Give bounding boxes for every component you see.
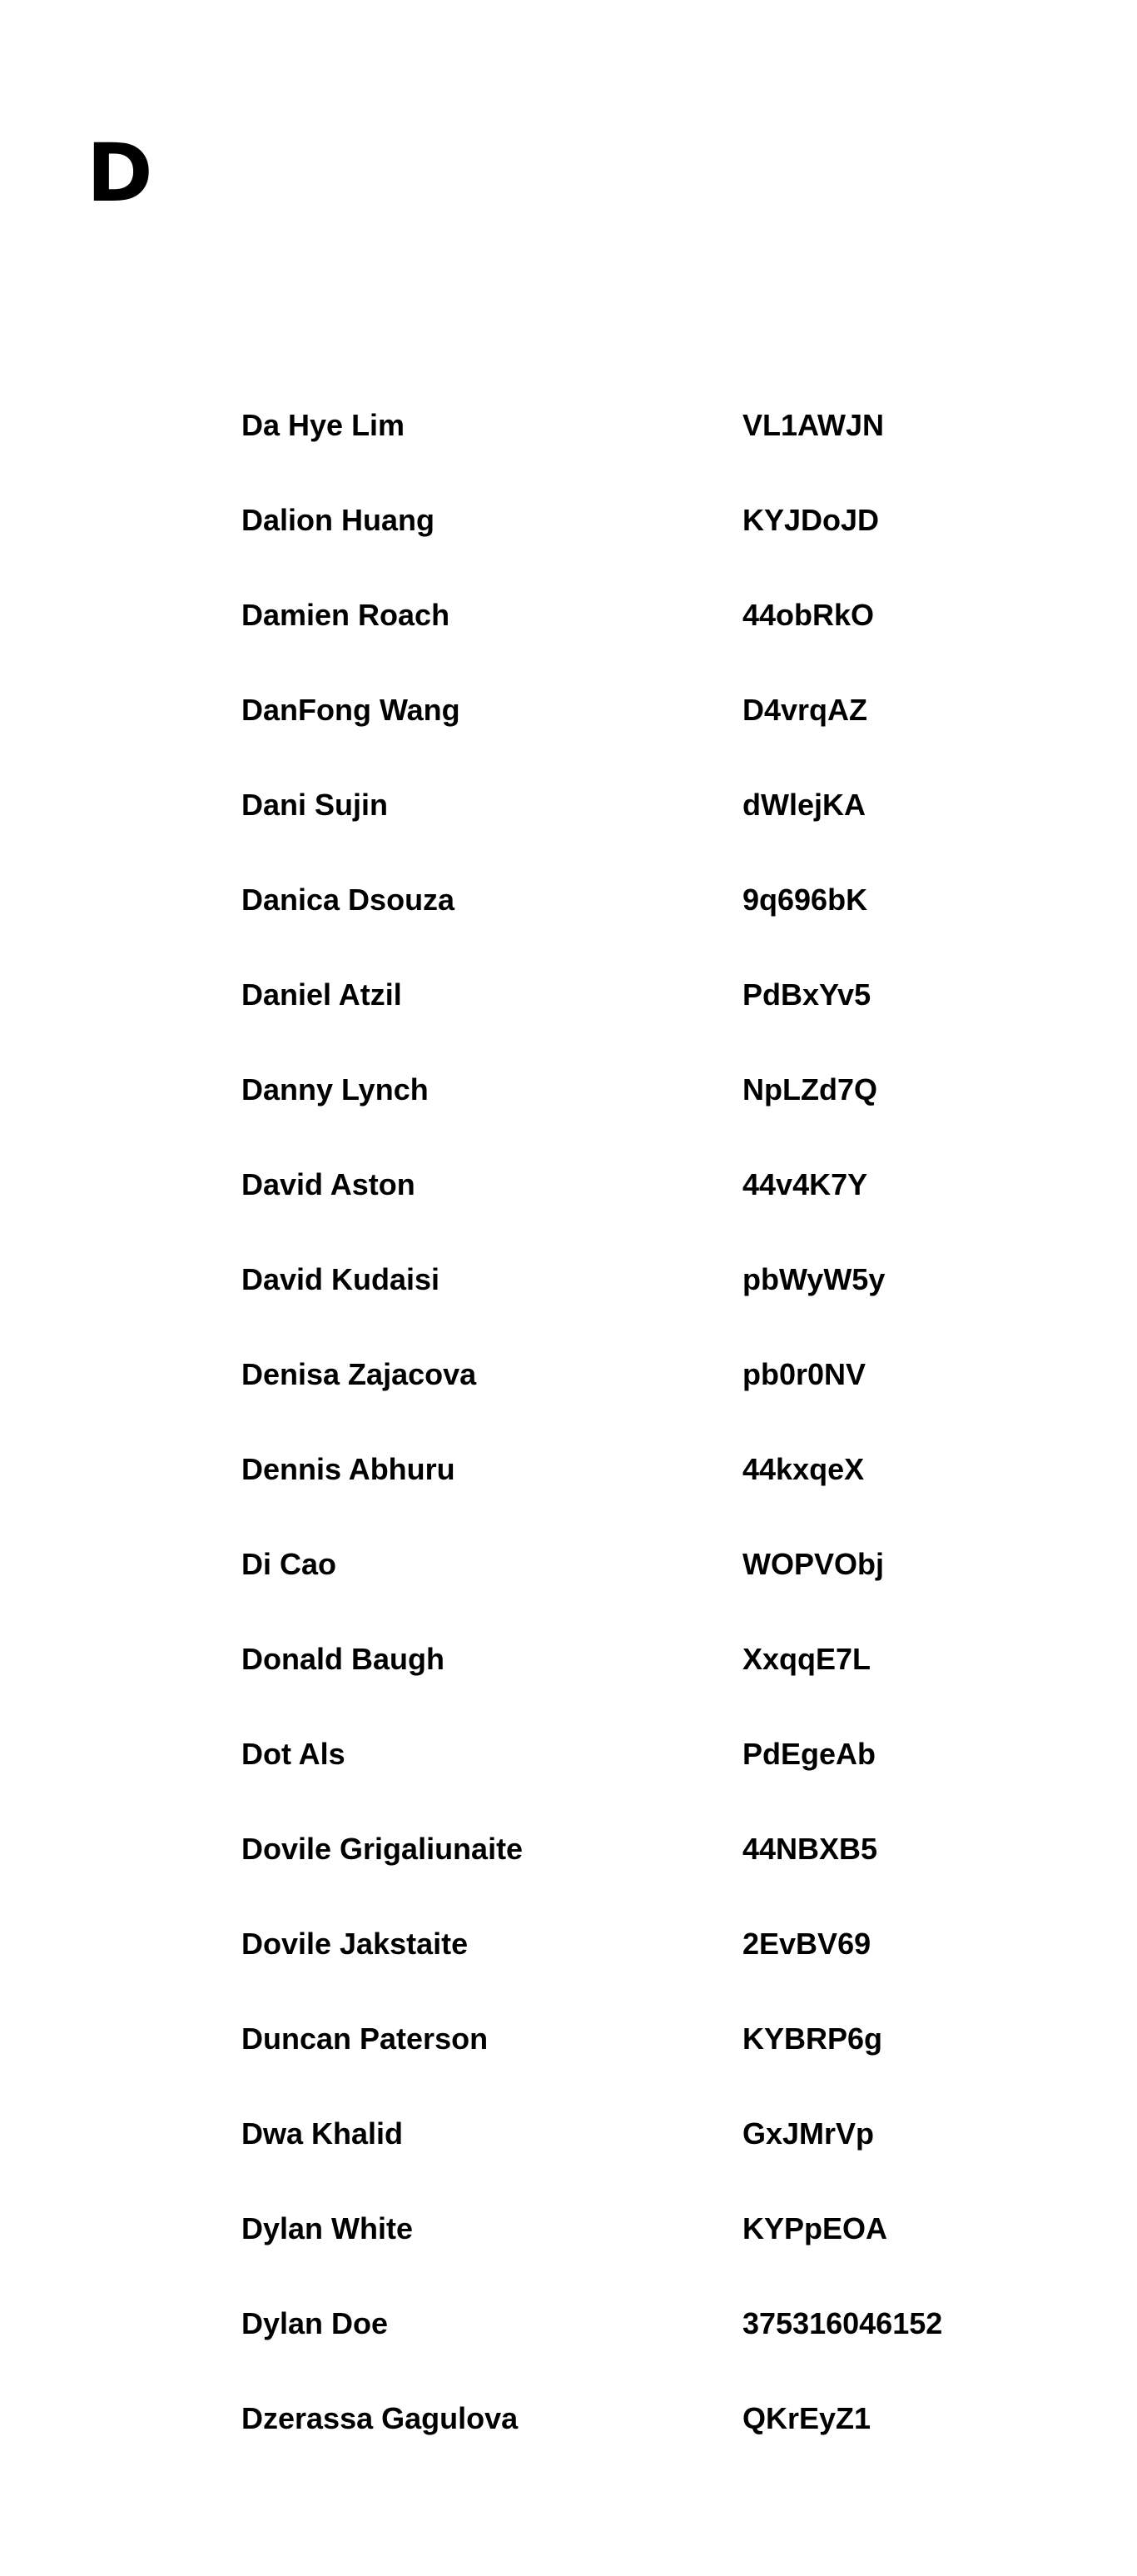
entry-code: dWlejKA: [742, 788, 866, 822]
entry-name: DanFong Wang: [241, 693, 460, 727]
entry-code: NpLZd7Q: [742, 1072, 877, 1106]
entry-code: 44v4K7Y: [742, 1167, 868, 1201]
entry-code: KYBRP6g: [742, 2022, 883, 2056]
list-item: [241, 400, 1074, 495]
list-item: [241, 2393, 1074, 2488]
list-item: [241, 969, 1074, 1064]
entry-name: Dylan White: [241, 2211, 414, 2245]
entry-name: Dylan Doe: [241, 2306, 389, 2340]
entry-code: 375316046152: [742, 2306, 943, 2340]
entry-code: KYPpEOA: [742, 2211, 888, 2245]
list-item: [241, 589, 1074, 684]
entry-name: Donald Baugh: [241, 1642, 444, 1676]
entry-code: PdEgeAb: [742, 1737, 876, 1771]
entry-code: XxqqE7L: [742, 1642, 871, 1676]
entry-code: WOPVObj: [742, 1547, 884, 1581]
entry-name: Dovile Jakstaite: [241, 1927, 469, 1961]
list-item: [241, 2108, 1074, 2203]
entry-code: D4vrqAZ: [742, 693, 868, 727]
entry-name: Duncan Paterson: [241, 2022, 489, 2056]
list-item: [241, 2203, 1074, 2298]
entry-code: pbWyW5y: [742, 1262, 886, 1296]
list-item: [241, 1634, 1074, 1728]
entry-name: Dani Sujin: [241, 788, 389, 822]
list-item: [241, 2013, 1074, 2108]
entry-name: David Kudaisi: [241, 1262, 440, 1296]
list-item: [241, 1918, 1074, 2013]
entry-name: Dennis Abhuru: [241, 1452, 455, 1486]
list-item: [241, 1064, 1074, 1159]
list-item: [241, 874, 1074, 969]
entry-code: 44NBXB5: [742, 1832, 878, 1866]
entry-code: PdBxYv5: [742, 977, 871, 1012]
list-item: [241, 684, 1074, 779]
list-item: [241, 1254, 1074, 1349]
list-item: [241, 779, 1074, 874]
list-item: [241, 495, 1074, 589]
entry-name: Danny Lynch: [241, 1072, 429, 1106]
entry-code: KYJDoJD: [742, 503, 880, 537]
entry-name: Da Hye Lim: [241, 408, 405, 442]
entry-code: 9q696bK: [742, 883, 868, 917]
entry-code: pb0r0NV: [742, 1357, 866, 1391]
list-item: [241, 1823, 1074, 1918]
list-item: [241, 1444, 1074, 1539]
entry-name: Dalion Huang: [241, 503, 434, 537]
entry-name: Dovile Grigaliunaite: [241, 1832, 524, 1866]
entry-code: GxJMrVp: [742, 2116, 875, 2151]
section-letter-heading: D: [87, 127, 153, 220]
entry-name: Dwa Khalid: [241, 2116, 404, 2151]
list-item: [241, 1728, 1074, 1823]
entry-name: Daniel Atzil: [241, 977, 402, 1012]
entry-name: Dzerassa Gagulova: [241, 2401, 519, 2435]
entry-name: Danica Dsouza: [241, 883, 455, 917]
entry-code: QKrEyZ1: [742, 2401, 871, 2435]
entry-name: Dot Als: [241, 1737, 345, 1771]
entry-code: 44kxqeX: [742, 1452, 865, 1486]
entry-name: Di Cao: [241, 1547, 337, 1581]
entry-name: David Aston: [241, 1167, 415, 1201]
list-item: [241, 1159, 1074, 1254]
list-item: [241, 1539, 1074, 1634]
entry-name: Denisa Zajacova: [241, 1357, 477, 1391]
entry-name: Damien Roach: [241, 598, 450, 632]
name-code-list: [241, 400, 1074, 2488]
entry-code: 2EvBV69: [742, 1927, 871, 1961]
list-item: [241, 2298, 1074, 2393]
entry-code: 44obRkO: [742, 598, 875, 632]
entry-code: VL1AWJN: [742, 408, 885, 442]
list-item: [241, 1349, 1074, 1444]
